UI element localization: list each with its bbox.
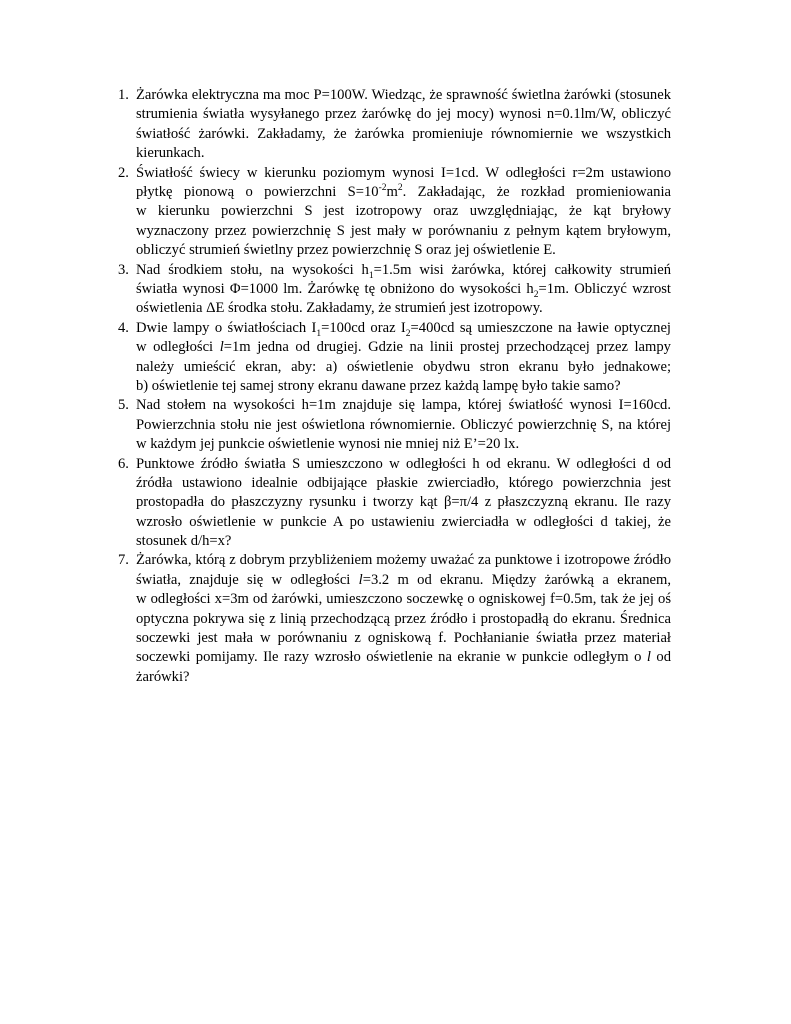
text-segment: oświetlenia ΔE środka stołu. Zakładamy, że strumień jest izotropowy.: [136, 300, 543, 317]
problem-text-line: [136, 610, 671, 629]
text-segment: Punktowe źródło światła S umieszczono w odległości h od ekranu. W odległości d od: [136, 455, 671, 472]
problem-text-line: [136, 105, 671, 124]
problem-text-line: [136, 319, 671, 338]
problem-text-line: [136, 241, 671, 260]
text-segment: w każdym jej punkcie oświetlenie wynosi nie mniej niż E’=20 lx.: [136, 436, 520, 453]
text-segment: Światłość świecy w kierunku poziomym wynosi I=1cd. W odległości r=2m ustawiono: [136, 164, 671, 181]
problem-item: [118, 319, 671, 397]
text-segment: stosunek d/h=x?: [136, 533, 232, 550]
text-segment: światłość żarówki. Zakładamy, że żarówka promieniuje równomiernie we wszystkich: [136, 125, 671, 142]
text-segment: optyczna pokrywa się z linią przechodzącą przez źródło i prostopadłą do ekranu. Średnica: [136, 610, 671, 627]
problem-text-line: [136, 86, 671, 105]
text-segment: soczewki jest mała w porównaniu z ogniskową f. Pochłanianie światła przez materiał: [136, 630, 671, 647]
problem-text-line: [136, 668, 671, 687]
problem-text-line: [136, 202, 671, 221]
problem-text-line: [136, 338, 671, 357]
problem-text-line: [136, 590, 671, 609]
text-segment: Dwie lampy o światłościach I: [136, 319, 317, 336]
text-segment: kierunkach.: [136, 145, 205, 162]
superscript: -2: [378, 183, 387, 194]
text-segment: b) oświetlenie tej samej strony ekranu dawane przez każdą lampę było takie samo?: [136, 377, 621, 394]
problem-text-line: [136, 261, 671, 280]
problem-text-line: [136, 183, 671, 202]
text-segment: źródła ustawiono idealnie odbijające płaskie zwierciadło, którego powierzchnia jest: [136, 474, 671, 491]
text-segment: . Zakładając, że rozkład promieniowania: [402, 183, 671, 200]
text-segment: światła, znajduje się w odległości: [136, 571, 359, 588]
text-segment: =400cd są umieszczone na ławie optycznej: [410, 319, 671, 336]
text-segment: płytkę pionową o powierzchni S=10: [136, 183, 379, 200]
problem-number: 2.: [118, 164, 129, 181]
problem-text-line: [136, 474, 671, 493]
text-segment: =3.2 m od ekranu. Między żarówką a ekranem,: [362, 571, 671, 588]
problem-text-line: [136, 144, 671, 163]
text-segment: żarówki?: [136, 668, 190, 685]
superscript: 2: [397, 183, 403, 194]
text-segment: w odległości x=3m od żarówki, umieszczono soczewkę o ogniskowej f=0.5m, tak że jej oś: [136, 591, 671, 608]
problem-text-line: [136, 299, 671, 318]
problem-text-line: [136, 396, 671, 415]
problem-number: 4.: [118, 319, 129, 336]
text-segment: w kierunku powierzchni S jest izotropowy oraz uwzględniając, że kąt bryłowy: [136, 203, 671, 220]
problem-text-line: [136, 493, 671, 512]
subscript: 1: [316, 328, 322, 339]
text-segment: Żarówka, którą z dobrym przybliżeniem możemy uważać za punktowe i izotropowe źródło: [136, 552, 671, 569]
text-segment: Żarówka elektryczna ma moc P=100W. Wiedząc, że sprawność świetlna żarówki (stosunek: [136, 87, 671, 103]
problem-text-line: [136, 416, 671, 435]
text-segment: Powierzchnia stołu nie jest oświetlona równomiernie. Obliczyć powierzchnię S, na której: [136, 416, 671, 433]
problem-text-line: [136, 551, 671, 570]
problem-number: 5.: [118, 397, 129, 414]
problem-text-line: [136, 513, 671, 532]
italic-symbol: l: [646, 649, 651, 666]
problem-text-line: [136, 435, 671, 454]
italic-symbol: l: [358, 571, 363, 588]
text-segment: strumienia światła wysyłanego przez żarówkę do jej mocy) wynosi n=0.1lm/W, obliczyć: [136, 106, 671, 123]
problem-text-line: [136, 571, 671, 590]
problem-item: [118, 396, 671, 454]
problem-item: [118, 164, 671, 261]
subscript: 1: [368, 270, 374, 280]
problem-item: [118, 261, 671, 319]
problem-number: 1.: [118, 87, 129, 103]
problem-text-line: [136, 532, 671, 551]
text-segment: światła wynosi Φ=1000 lm. Żarówkę tę obniżono do wysokości h: [136, 280, 534, 297]
text-segment: m: [386, 183, 398, 200]
problem-number: 7.: [118, 552, 129, 569]
problem-text-line: [136, 222, 671, 241]
problem-number: 6.: [118, 455, 129, 472]
text-segment: =1m jedna od drugiej. Gdzie na linii prostej przechodzącej przez lampy: [223, 339, 671, 356]
problem-item: [118, 455, 671, 552]
text-segment: należy umieścić ekran, aby: a) oświetlenie obydwu stron ekranu było jednakowe;: [136, 358, 671, 375]
text-segment: =1.5m wisi żarówka, której całkowity strumień: [373, 261, 671, 278]
text-segment: w odległości: [136, 339, 220, 356]
text-segment: wyznaczony przez powierzchnię S jest mały w porównaniu z pełnym kątem bryłowym,: [136, 222, 671, 239]
problem-text-line: [136, 455, 671, 474]
subscript: 2: [405, 328, 411, 339]
problem-text-line: [136, 629, 671, 648]
problem-number: 3.: [118, 261, 129, 278]
problem-text-line: [136, 377, 671, 396]
text-segment: od: [650, 649, 671, 666]
problem-text-line: [136, 125, 671, 144]
problem-text-line: [136, 648, 671, 667]
problem-text-line: [136, 164, 671, 183]
text-segment: =1m. Obliczyć wzrost: [538, 280, 671, 297]
problem-text-line: [136, 358, 671, 377]
italic-symbol: l: [219, 339, 224, 356]
problem-list: [118, 86, 671, 687]
text-segment: =100cd oraz I: [321, 319, 406, 336]
text-segment: wzrosło oświetlenie w punkcie A po ustawieniu zwierciadła w odległości d takiej, że: [136, 513, 671, 530]
subscript: 2: [533, 289, 539, 300]
problem-item: [118, 86, 671, 164]
text-segment: Nad środkiem stołu, na wysokości h: [136, 261, 369, 278]
text-segment: Nad stołem na wysokości h=1m znajduje się lampa, której światłość wynosi I=160cd.: [136, 397, 671, 414]
text-segment: soczewki pomijamy. Ile razy wzrosło oświetlenie na ekranie w punkcie odległym o: [136, 649, 647, 666]
text-segment: prostopadła do płaszczyzny rysunku i tworzy kąt β=π/4 z płaszczyzną ekranu. Ile razy: [136, 494, 671, 511]
problem-item: [118, 551, 671, 687]
problem-text-line: [136, 280, 671, 299]
text-segment: obliczyć strumień świetlny przez powierzchnię S oraz jej oświetlenie E.: [136, 242, 556, 259]
